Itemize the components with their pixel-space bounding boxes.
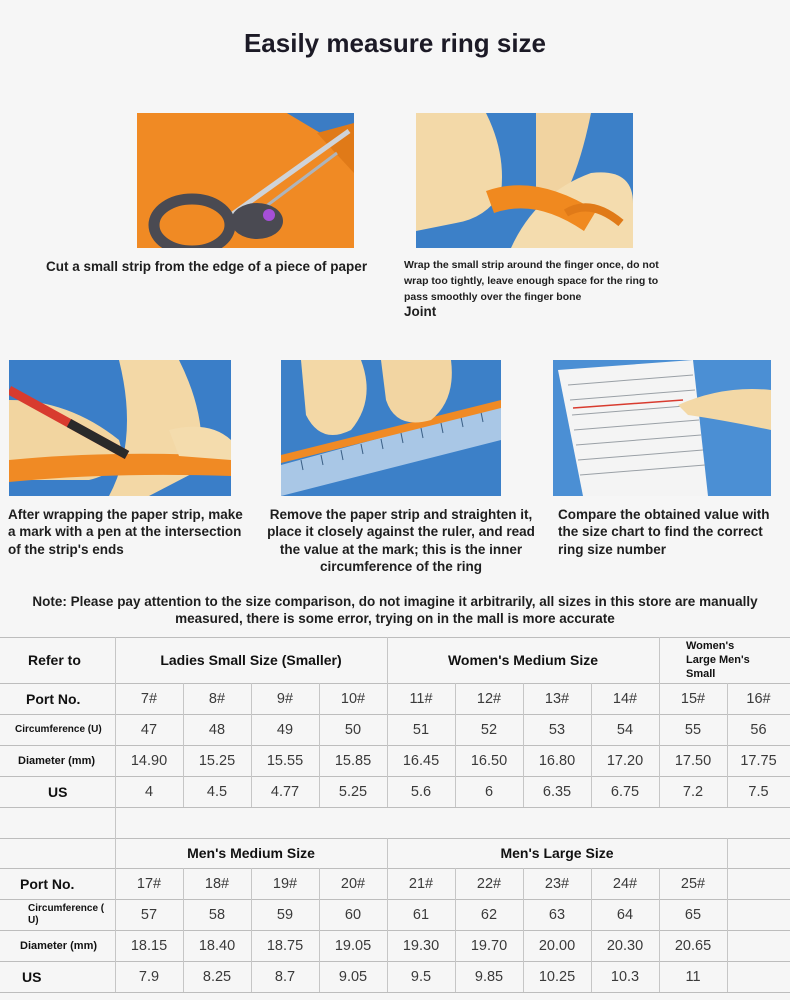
row-label-port-no: Port No. (26, 690, 81, 707)
step-3-caption: After wrapping the paper strip, make a mark with a pen at the intersection of the strip's ends (8, 507, 243, 557)
page-title: Easily measure ring size (243, 28, 547, 58)
row-label-us: US (48, 783, 68, 800)
step-1-caption: Cut a small strip from the edge of a piece of paper (46, 259, 368, 274)
table-cell: 17.20 (606, 752, 644, 769)
step-5-illustration (553, 360, 771, 496)
table-cell: 55 (684, 721, 702, 738)
table-cell: 21# (408, 875, 434, 892)
table-cell: 7# (140, 690, 158, 707)
table-cell: 47 (140, 721, 158, 738)
table-cell: 51 (412, 721, 430, 738)
table-cell: 10.25 (538, 968, 576, 985)
table-cell: 17.50 (674, 752, 712, 769)
table-cell: 6.75 (610, 783, 640, 800)
table-cell: 18.15 (130, 937, 168, 954)
step-1-illustration (137, 113, 354, 248)
group-womens-medium: Women's Medium Size (447, 652, 599, 668)
group-mens-large: Men's Large Size (500, 845, 614, 861)
table-cell: 16.80 (538, 752, 576, 769)
table-cell: 7.2 (682, 783, 704, 800)
row-label-us: US (22, 968, 42, 985)
table-cell: 20.30 (606, 937, 644, 954)
table-cell: 4.77 (270, 783, 300, 800)
table-cell: 53 (548, 721, 566, 738)
table-cell: 11# (409, 690, 433, 707)
table-cell: 50 (344, 721, 362, 738)
group-womens-large-mens-small: Women's Large Men's Small (686, 640, 750, 680)
table-cell: 16# (746, 690, 771, 707)
table-cell: 54 (616, 721, 634, 738)
table-cell: 4.5 (206, 783, 228, 800)
table-cell: 63 (548, 906, 566, 923)
table-cell: 6.35 (542, 783, 572, 800)
step-5-caption: Compare the obtained value with the size chart to find the correct ring size number (558, 507, 770, 557)
table-cell: 18.40 (198, 937, 236, 954)
table-cell: 8.25 (202, 968, 232, 985)
table-cell: 20.00 (538, 937, 576, 954)
table-cell: 15.25 (198, 752, 236, 769)
table-cell: 24# (612, 875, 638, 892)
table-cell: 56 (750, 721, 767, 738)
table-cell: 5.25 (338, 783, 368, 800)
table-cell: 11 (685, 968, 701, 985)
table-cell: 23# (544, 875, 570, 892)
table-cell: 49 (276, 721, 294, 738)
table-cell: 58 (208, 906, 226, 923)
table-cell: 14.90 (130, 752, 168, 769)
table-cell: 4 (144, 783, 154, 800)
table-cell: 17# (136, 875, 162, 892)
step-2-caption-extra: Joint (404, 304, 437, 319)
table-cell: 9.05 (338, 968, 368, 985)
table-cell: 19.05 (334, 937, 372, 954)
table-cell: 25# (680, 875, 706, 892)
table-cell: 65 (684, 906, 702, 923)
table-cell: 17.75 (740, 752, 777, 769)
table-cell: 8.7 (274, 968, 296, 985)
table-cell: 60 (344, 906, 362, 923)
row-label-diameter: Diameter (mm) (20, 939, 98, 952)
step-4-illustration (281, 360, 501, 496)
step-2-illustration (416, 113, 633, 248)
table-cell: 13# (544, 690, 570, 707)
row-label-port-no: Port No. (20, 875, 75, 892)
step-4-caption: Remove the paper strip and straighten it, place it closely against the ruler, and read the value at the mark; this is the inner circumference of the ring (267, 507, 535, 574)
table-cell: 7.5 (748, 783, 769, 800)
table-cell: 52 (480, 721, 498, 738)
table-cell: 6 (484, 783, 494, 800)
table-cell: 20.65 (674, 937, 712, 954)
table-cell: 20# (340, 875, 366, 892)
table-cell: 19.30 (402, 937, 440, 954)
table-cell: 8# (208, 690, 226, 707)
table-cell: 19.70 (470, 937, 508, 954)
table-cell: 59 (276, 906, 294, 923)
table-cell: 9.5 (410, 968, 432, 985)
table-cell: 16.50 (470, 752, 508, 769)
table-cell: 18.75 (266, 937, 304, 954)
table-cell: 16.45 (402, 752, 440, 769)
refer-to-label: Refer to (28, 652, 81, 668)
note-text: Note: Please pay attention to the size comparison, do not imagine it arbitrarily, all sizes in this store are manually measured, there is some error, trying on in the mall is more accurate (32, 594, 758, 627)
table-cell: 22# (476, 875, 502, 892)
table-cell: 19# (272, 875, 298, 892)
table-cell: 10# (340, 690, 366, 707)
table-cell: 18# (204, 875, 230, 892)
table-cell: 62 (480, 906, 498, 923)
table-cell: 5.6 (410, 783, 432, 800)
table-cell: 15.85 (334, 752, 372, 769)
table-cell: 12# (476, 690, 502, 707)
group-ladies-small: Ladies Small Size (Smaller) (160, 652, 342, 668)
table-cell: 14# (612, 690, 638, 707)
table-cell: 7.9 (138, 968, 160, 985)
table-cell: 9# (276, 690, 294, 707)
table-cell: 9.85 (474, 968, 504, 985)
group-mens-medium: Men's Medium Size (187, 845, 315, 861)
table-cell: 57 (140, 906, 158, 923)
row-label-circumference: Circumference ( U) (28, 902, 105, 926)
table-cell: 48 (208, 721, 226, 738)
table-cell: 10.3 (610, 968, 640, 985)
table-cell: 64 (616, 906, 634, 923)
row-label-diameter: Diameter (mm) (18, 754, 96, 767)
table-cell: 15.55 (266, 752, 304, 769)
row-label-circumference: Circumference (U) (15, 724, 102, 735)
table-cell: 15# (680, 690, 706, 707)
step-2-caption: Wrap the small strip around the finger once, do not wrap too tightly, leave enough space for the ring to pass smoothly over the finger bone (404, 259, 659, 303)
step-3-illustration (9, 360, 231, 496)
table-cell: 61 (412, 906, 430, 923)
